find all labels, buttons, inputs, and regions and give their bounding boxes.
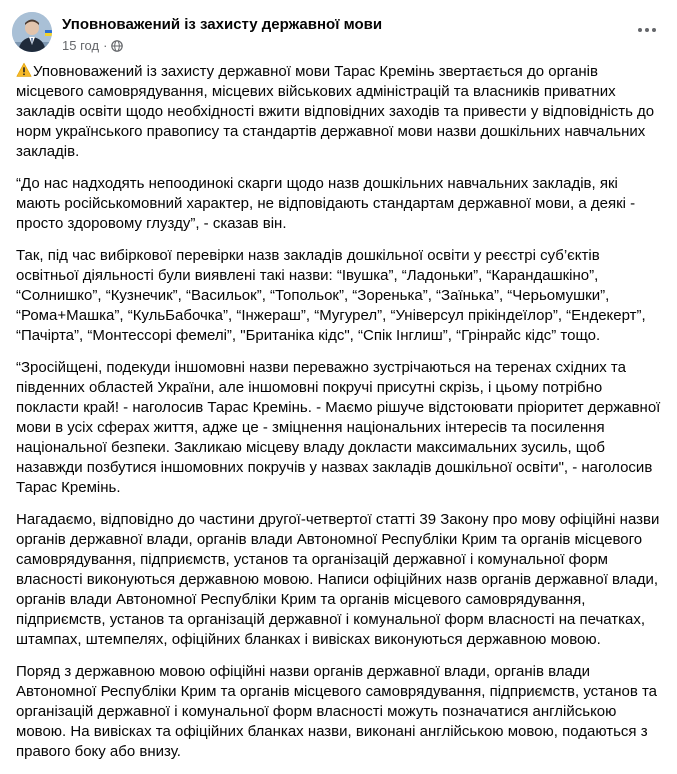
warning-icon [16,62,32,78]
author-name[interactable]: Уповноважений із захисту державної мови [62,16,383,33]
post-paragraph: Нагадаємо, відповідно до частини другої-четвертої статті 39 Закону про мову офіційні назви органів державної влади, органів влади Автономної Республіки Крим та органів місцевого самоврядування, підприємств, установ та організацій державної і комунальної форм власності виконуються державною мовою. Написи офіційних назв органів державної влади, органів влади Автономної Республіки Крим та органів місцевого самоврядування, підприємств, установ та організацій державної і комунальної форм власності на печатках, штампах, штемпелях, офіційних бланках і вивісках виконуються державною мовою. [16,511,660,648]
more-horizontal-icon [638,28,656,32]
more-options-button[interactable] [629,12,665,48]
author-avatar[interactable] [12,12,52,52]
paragraph-text: Уповноважений із захисту державної мови Тарас Кремінь звертається до органів місцевого самоврядування, місцевих військових адміністрацій та власників приватних закладів освіти щодо необхідності вжити відповідних заходів та привести у відповідність до норм українського правопису та стандартів державної мови назви дошкільних навчальних закладів. [16,63,655,160]
post-body [16,62,664,774]
globe-icon [111,40,123,52]
post-paragraph [16,62,664,162]
post-paragraph: Поряд з державною мовою офіційні назви органів державної влади, органів влади Автономної Республіки Крим та органів місцевого самоврядування, підприємств, установ та організацій державної і комунальної форм власності можуть позначатися англійською мовою. На вивісках та офіційних бланках назви, виконані англійською мовою, подаються з правого боку або внизу. [16,663,658,760]
post-timestamp[interactable]: 15 год [62,38,100,53]
profile-avatar-icon [12,12,52,52]
post-paragraph: “Зросійщені, подекуди іншомовні назви переважно зустрічаються на теренах східних та південних областей України, але іншомовні покручі присутні скрізь, і цьому потрібно покласти край! - наголосив Тарас Кремінь. - Маємо рішуче відстоювати пріоритет державної мови в усіх сферах життя, адже це - зміцнення національних інтересів та посилення національної безпеки. Закликаю місцеву владу докласти максимальних зусиль, щоб назавжди позбутися іншомовних покручів у назвах закладів дошкільної освіти", - наголосив Тарас Кремінь. [16,359,661,496]
post-header [12,12,665,56]
post-paragraph: Так, під час вибіркової перевірки назв закладів дошкільної освіти у реєстрі суб’єктів освітньої діяльності були виявлені такі назви: “Івушка”, “Ладоньки”, “Карандашкіно”, “Солнишко”, “Кузнечик”, “Васильок”, “Топольок”, “Зоренька”, “Заїнька”, “Черьомушки”, “Рома+Машка”, “КульБабочка”, “Інжераш”, “Мугурел”, “Універсул прікіндеїлор”, “Ендекерт”, “Пачірта”, “Монтессорі фемелі”, "Британіка кідс", “Спік Інглиш”, “Грінрайс кідс” тощо. [16,247,646,344]
post-meta [62,38,123,53]
meta-separator: · [103,38,108,53]
post-paragraph: “До нас надходять непоодинокі скарги щодо назв дошкільних навчальних закладів, які мають російськомовний характер, не відповідають стандартам державної мови, а деякі - просто здоровому глузду”, - сказав він. [16,175,636,232]
